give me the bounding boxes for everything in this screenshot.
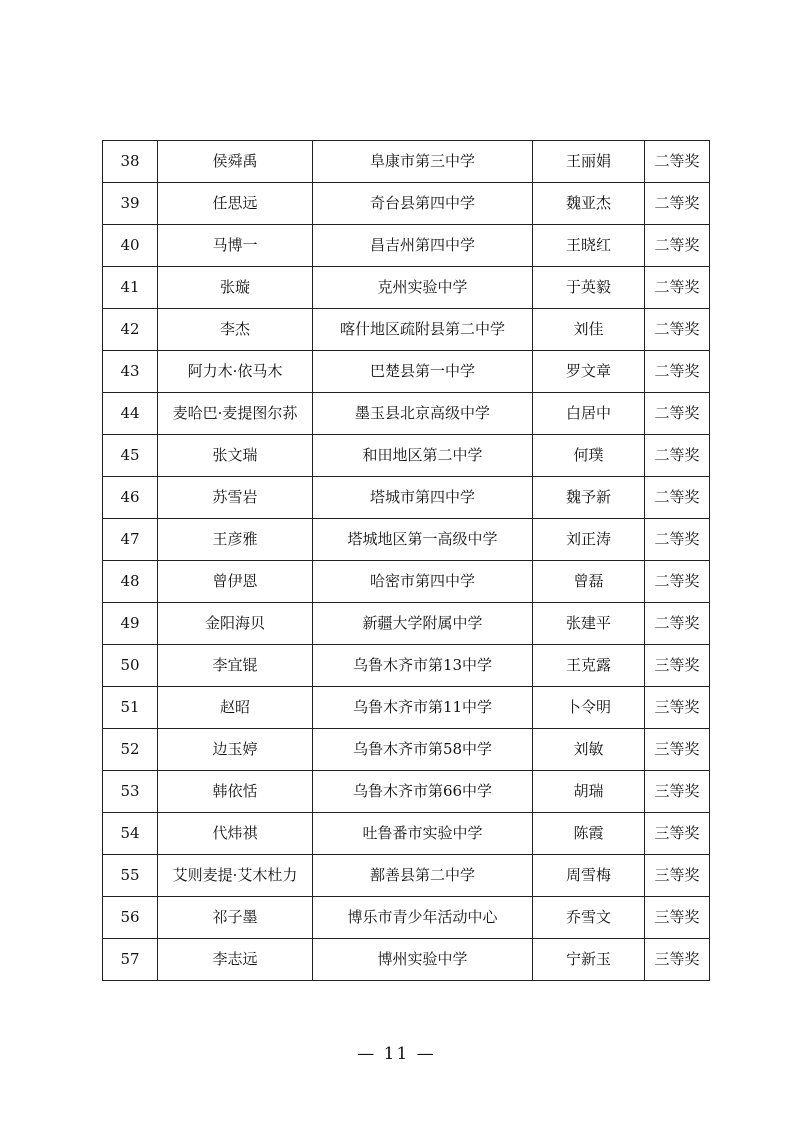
cell-teacher: 魏亚杰 (533, 183, 645, 225)
cell-award: 三等奖 (645, 771, 710, 813)
cell-award: 三等奖 (645, 687, 710, 729)
table-row (103, 183, 710, 225)
cell-number: 52 (103, 729, 158, 771)
cell-number: 39 (103, 183, 158, 225)
cell-student-name: 任思远 (158, 183, 313, 225)
cell-number: 56 (103, 897, 158, 939)
cell-student-name: 赵昭 (158, 687, 313, 729)
table-row (103, 939, 710, 981)
cell-number: 57 (103, 939, 158, 981)
cell-number: 51 (103, 687, 158, 729)
cell-teacher: 张建平 (533, 603, 645, 645)
cell-school: 新疆大学附属中学 (313, 603, 533, 645)
cell-number: 45 (103, 435, 158, 477)
cell-student-name: 侯舜禹 (158, 141, 313, 183)
award-table-body (103, 141, 710, 981)
table-row (103, 603, 710, 645)
cell-teacher: 周雪梅 (533, 855, 645, 897)
cell-student-name: 张璇 (158, 267, 313, 309)
cell-award: 二等奖 (645, 309, 710, 351)
table-row (103, 561, 710, 603)
cell-number: 49 (103, 603, 158, 645)
cell-student-name: 李宜锟 (158, 645, 313, 687)
table-row (103, 477, 710, 519)
cell-award: 二等奖 (645, 603, 710, 645)
cell-award: 二等奖 (645, 561, 710, 603)
cell-award: 三等奖 (645, 897, 710, 939)
cell-school: 和田地区第二中学 (313, 435, 533, 477)
cell-school: 博州实验中学 (313, 939, 533, 981)
cell-school: 博乐市青少年活动中心 (313, 897, 533, 939)
cell-number: 41 (103, 267, 158, 309)
table-row (103, 687, 710, 729)
cell-award: 二等奖 (645, 393, 710, 435)
cell-number: 50 (103, 645, 158, 687)
cell-student-name: 李杰 (158, 309, 313, 351)
cell-teacher: 白居中 (533, 393, 645, 435)
cell-teacher: 胡瑞 (533, 771, 645, 813)
table-row (103, 267, 710, 309)
cell-student-name: 麦哈巴·麦提图尔荪 (158, 393, 313, 435)
cell-teacher: 曾磊 (533, 561, 645, 603)
cell-school: 乌鲁木齐市第13中学 (313, 645, 533, 687)
cell-number: 48 (103, 561, 158, 603)
table-row (103, 519, 710, 561)
cell-teacher: 何璞 (533, 435, 645, 477)
cell-award: 二等奖 (645, 477, 710, 519)
cell-school: 克州实验中学 (313, 267, 533, 309)
cell-school: 吐鲁番市实验中学 (313, 813, 533, 855)
cell-student-name: 艾则麦提·艾木杜力 (158, 855, 313, 897)
cell-award: 三等奖 (645, 855, 710, 897)
table-row (103, 771, 710, 813)
cell-teacher: 于英毅 (533, 267, 645, 309)
cell-school: 塔城市第四中学 (313, 477, 533, 519)
cell-student-name: 曾伊恩 (158, 561, 313, 603)
cell-school: 乌鲁木齐市第11中学 (313, 687, 533, 729)
cell-school: 墨玉县北京高级中学 (313, 393, 533, 435)
cell-number: 40 (103, 225, 158, 267)
cell-award: 三等奖 (645, 939, 710, 981)
table-row (103, 645, 710, 687)
table-row (103, 813, 710, 855)
cell-teacher: 王克露 (533, 645, 645, 687)
table-row (103, 897, 710, 939)
cell-number: 38 (103, 141, 158, 183)
cell-teacher: 宁新玉 (533, 939, 645, 981)
award-table (102, 140, 710, 981)
cell-number: 54 (103, 813, 158, 855)
table-row (103, 309, 710, 351)
cell-number: 46 (103, 477, 158, 519)
cell-award: 二等奖 (645, 267, 710, 309)
cell-student-name: 王彦雅 (158, 519, 313, 561)
cell-student-name: 金阳海贝 (158, 603, 313, 645)
table-row (103, 393, 710, 435)
cell-number: 53 (103, 771, 158, 813)
cell-school: 塔城地区第一高级中学 (313, 519, 533, 561)
cell-school: 巴楚县第一中学 (313, 351, 533, 393)
cell-student-name: 李志远 (158, 939, 313, 981)
cell-teacher: 乔雪文 (533, 897, 645, 939)
table-row (103, 351, 710, 393)
cell-teacher: 刘正涛 (533, 519, 645, 561)
cell-student-name: 苏雪岩 (158, 477, 313, 519)
cell-teacher: 罗文章 (533, 351, 645, 393)
cell-award: 二等奖 (645, 225, 710, 267)
cell-school: 鄯善县第二中学 (313, 855, 533, 897)
cell-student-name: 马博一 (158, 225, 313, 267)
cell-award: 二等奖 (645, 435, 710, 477)
cell-school: 阜康市第三中学 (313, 141, 533, 183)
cell-school: 奇台县第四中学 (313, 183, 533, 225)
cell-student-name: 边玉婷 (158, 729, 313, 771)
cell-teacher: 刘敏 (533, 729, 645, 771)
table-row (103, 141, 710, 183)
cell-student-name: 阿力木·依马木 (158, 351, 313, 393)
cell-teacher: 陈霞 (533, 813, 645, 855)
cell-award: 二等奖 (645, 351, 710, 393)
cell-award: 三等奖 (645, 813, 710, 855)
cell-award: 二等奖 (645, 519, 710, 561)
cell-award: 三等奖 (645, 729, 710, 771)
cell-number: 47 (103, 519, 158, 561)
cell-number: 44 (103, 393, 158, 435)
cell-school: 喀什地区疏附县第二中学 (313, 309, 533, 351)
cell-number: 55 (103, 855, 158, 897)
page-number: — 11 — (357, 1044, 436, 1064)
cell-teacher: 王丽娟 (533, 141, 645, 183)
table-row (103, 435, 710, 477)
table-row (103, 729, 710, 771)
cell-award: 二等奖 (645, 183, 710, 225)
cell-school: 乌鲁木齐市第66中学 (313, 771, 533, 813)
table-row (103, 855, 710, 897)
cell-student-name: 祁子墨 (158, 897, 313, 939)
cell-number: 42 (103, 309, 158, 351)
cell-school: 乌鲁木齐市第58中学 (313, 729, 533, 771)
cell-teacher: 王晓红 (533, 225, 645, 267)
cell-student-name: 韩依恬 (158, 771, 313, 813)
cell-student-name: 张文瑞 (158, 435, 313, 477)
cell-number: 43 (103, 351, 158, 393)
cell-award: 三等奖 (645, 645, 710, 687)
cell-teacher: 刘佳 (533, 309, 645, 351)
cell-school: 昌吉州第四中学 (313, 225, 533, 267)
cell-award: 二等奖 (645, 141, 710, 183)
table-row (103, 225, 710, 267)
cell-teacher: 魏予新 (533, 477, 645, 519)
cell-student-name: 代炜祺 (158, 813, 313, 855)
cell-teacher: 卜令明 (533, 687, 645, 729)
cell-school: 哈密市第四中学 (313, 561, 533, 603)
